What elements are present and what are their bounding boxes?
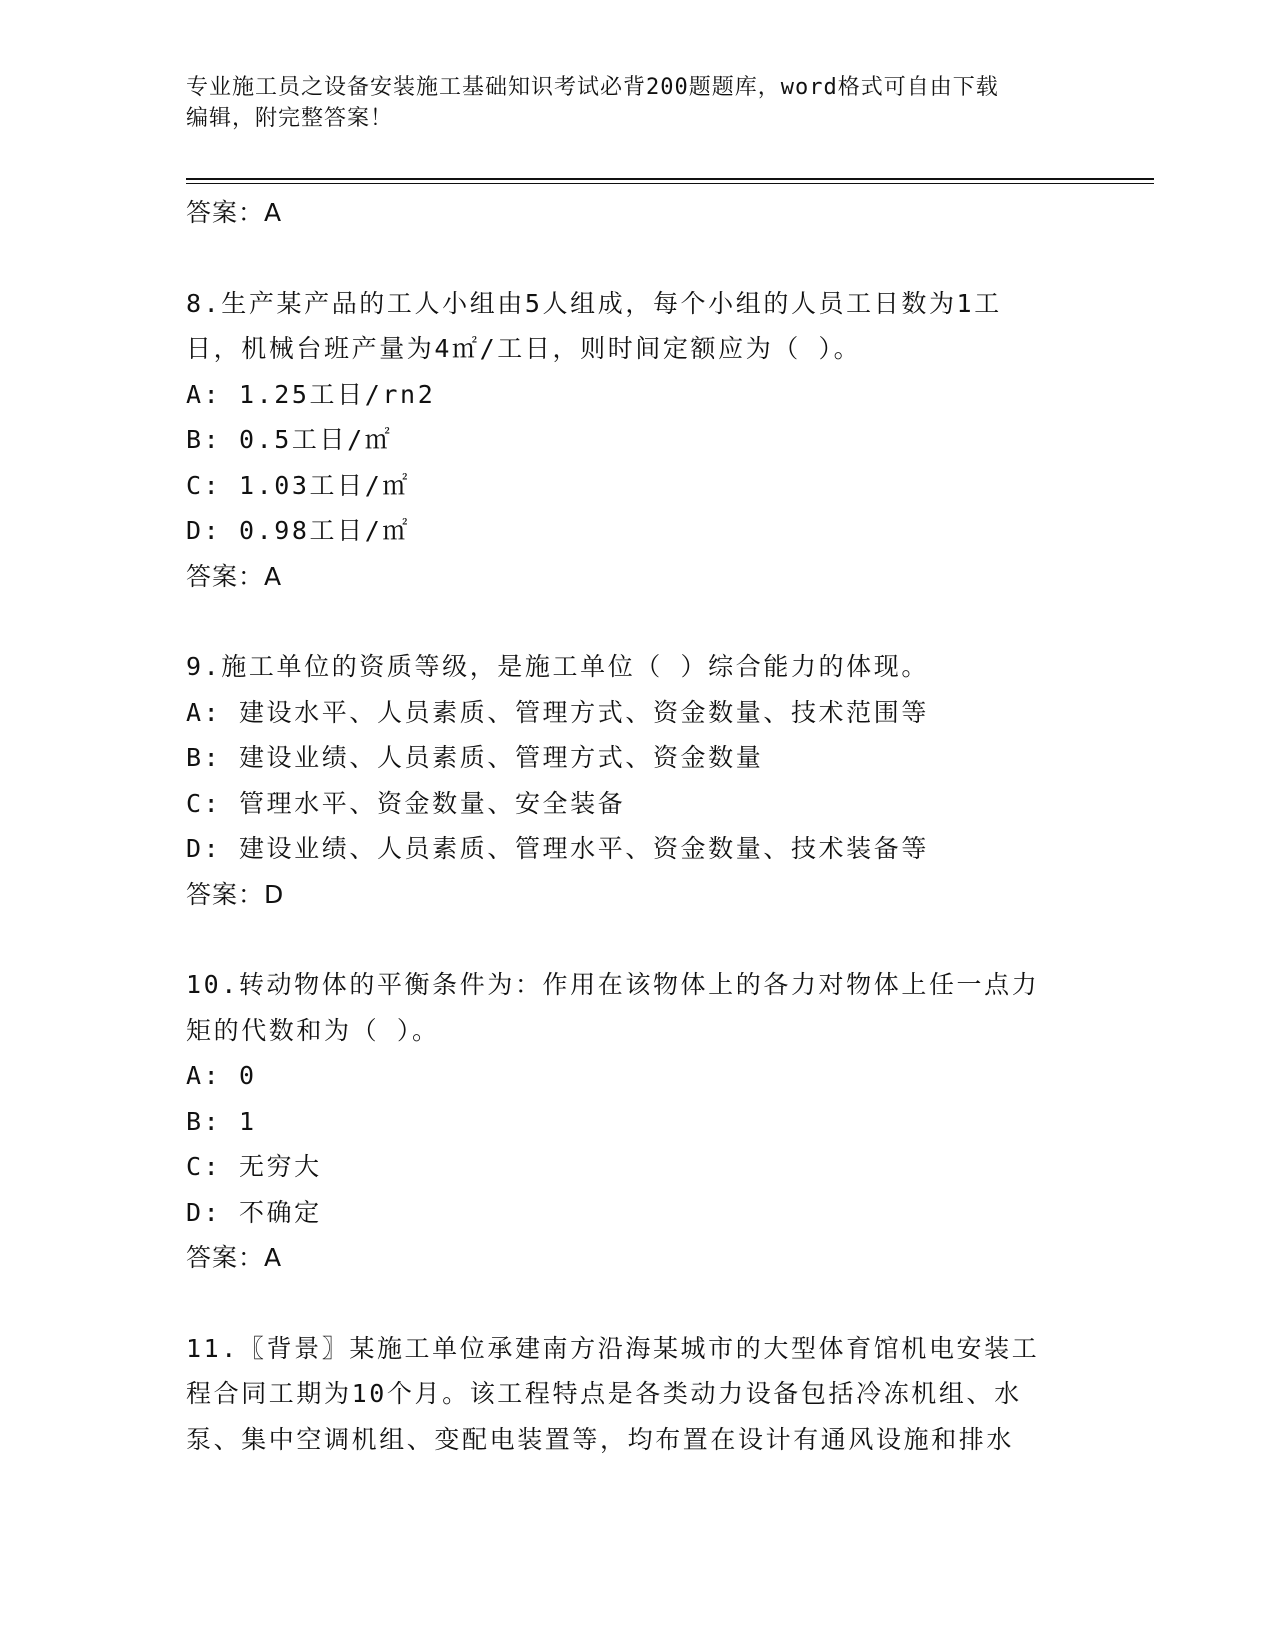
answer-line: 答案：A bbox=[186, 561, 283, 591]
document-body bbox=[186, 190, 1086, 1462]
header-divider-thin bbox=[186, 183, 1154, 184]
option-a: A: 1.25工日/rn2 bbox=[186, 379, 436, 409]
option-b: B: 建设业绩、人员素质、管理方式、资金数量 bbox=[186, 743, 764, 772]
question-block-8 bbox=[186, 281, 1086, 600]
option-b: B: 0.5工日/㎡ bbox=[186, 425, 393, 454]
option-d: D: 0.98工日/㎡ bbox=[186, 516, 411, 545]
header-title-line-2: 编辑，附完整答案！ bbox=[186, 106, 394, 131]
spacer bbox=[186, 917, 1086, 962]
question-block-11 bbox=[186, 1326, 1086, 1463]
option-c: C: 1.03工日/㎡ bbox=[186, 470, 411, 500]
question-block-10 bbox=[186, 962, 1086, 1281]
question-text-line: 9.施工单位的资质等级，是施工单位（ ）综合能力的体现。 bbox=[186, 652, 929, 681]
header-title-line-1: 专业施工员之设备安装施工基础知识考试必背200题题库，word格式可自由下载 bbox=[186, 75, 999, 100]
option-a: A: 建设水平、人员素质、管理方式、资金数量、技术范围等 bbox=[186, 697, 929, 727]
spacer bbox=[186, 599, 1086, 644]
question-text-line: 10.转动物体的平衡条件为：作用在该物体上的各力对物体上任一点力 bbox=[186, 970, 1040, 999]
header-divider-thick bbox=[186, 178, 1154, 180]
spacer bbox=[186, 236, 1086, 281]
question-block-7-answer bbox=[186, 190, 1086, 236]
answer-line: 答案：D bbox=[186, 879, 285, 909]
question-text-line: 泵、集中空调机组、变配电装置等，均布置在设计有通风设施和排水 bbox=[186, 1424, 1015, 1454]
option-c: C: 管理水平、资金数量、安全装备 bbox=[186, 788, 626, 818]
question-text-line: 11.〖背景〗某施工单位承建南方沿海某城市的大型体育馆机电安装工 bbox=[186, 1333, 1040, 1363]
document-header bbox=[186, 72, 1086, 134]
question-text-line: 日，机械台班产量为4㎡/工日，则时间定额应为（ ）。 bbox=[186, 334, 862, 363]
question-text-line: 8.生产某产品的工人小组由5人组成，每个小组的人员工日数为1工 bbox=[186, 288, 1002, 318]
question-block-9 bbox=[186, 644, 1086, 917]
option-c: C: 无穷大 bbox=[186, 1152, 322, 1181]
option-d: D: 不确定 bbox=[186, 1197, 322, 1227]
option-d: D: 建设业绩、人员素质、管理水平、资金数量、技术装备等 bbox=[186, 834, 929, 863]
answer-line: 答案：A bbox=[186, 1243, 283, 1272]
option-b: B: 1 bbox=[186, 1106, 257, 1136]
spacer bbox=[186, 1281, 1086, 1326]
question-text-line: 矩的代数和为（ ）。 bbox=[186, 1015, 440, 1045]
question-text-line: 程合同工期为10个月。该工程特点是各类动力设备包括冷冻机组、水 bbox=[186, 1379, 1022, 1408]
answer-line: 答案：A bbox=[186, 198, 283, 227]
option-a: A: 0 bbox=[186, 1061, 257, 1090]
